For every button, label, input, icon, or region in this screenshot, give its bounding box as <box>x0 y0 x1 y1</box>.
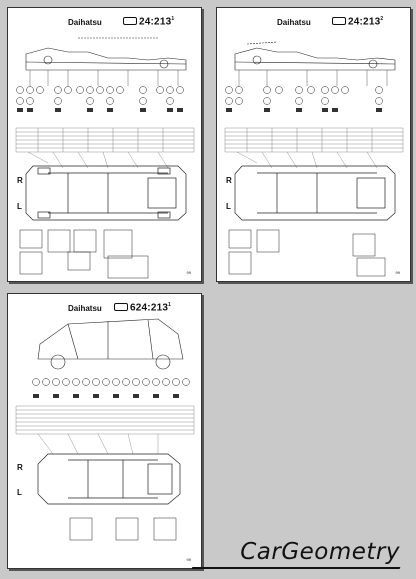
cargeometry-logo: CarGeometry <box>240 539 400 565</box>
page-number: 99 <box>395 270 400 275</box>
document-page-3 <box>7 293 202 569</box>
left-side-label: L <box>226 202 231 211</box>
page-reference: $624:213^1$ <box>114 302 171 313</box>
left-side-label: L <box>17 488 22 497</box>
page-brand: Daihatsu <box>277 18 311 27</box>
document-page-2 <box>216 7 411 282</box>
page-brand: Daihatsu <box>68 18 102 27</box>
page-brand: Daihatsu <box>68 304 102 313</box>
right-side-label: R <box>17 463 23 472</box>
document-page-1 <box>7 7 202 282</box>
right-side-label: R <box>226 176 232 185</box>
logo-underline <box>192 567 401 569</box>
left-side-label: L <box>17 202 22 211</box>
page-number: 99 <box>186 557 191 562</box>
chassis-side-diagram <box>217 8 411 282</box>
page-reference: $24:213^1$ <box>123 16 174 27</box>
page-reference: $24:213^2$ <box>332 16 383 27</box>
body-side-diagram <box>8 294 202 569</box>
chassis-side-diagram <box>8 8 202 282</box>
page-number: 99 <box>186 270 191 275</box>
right-side-label: R <box>17 176 23 185</box>
